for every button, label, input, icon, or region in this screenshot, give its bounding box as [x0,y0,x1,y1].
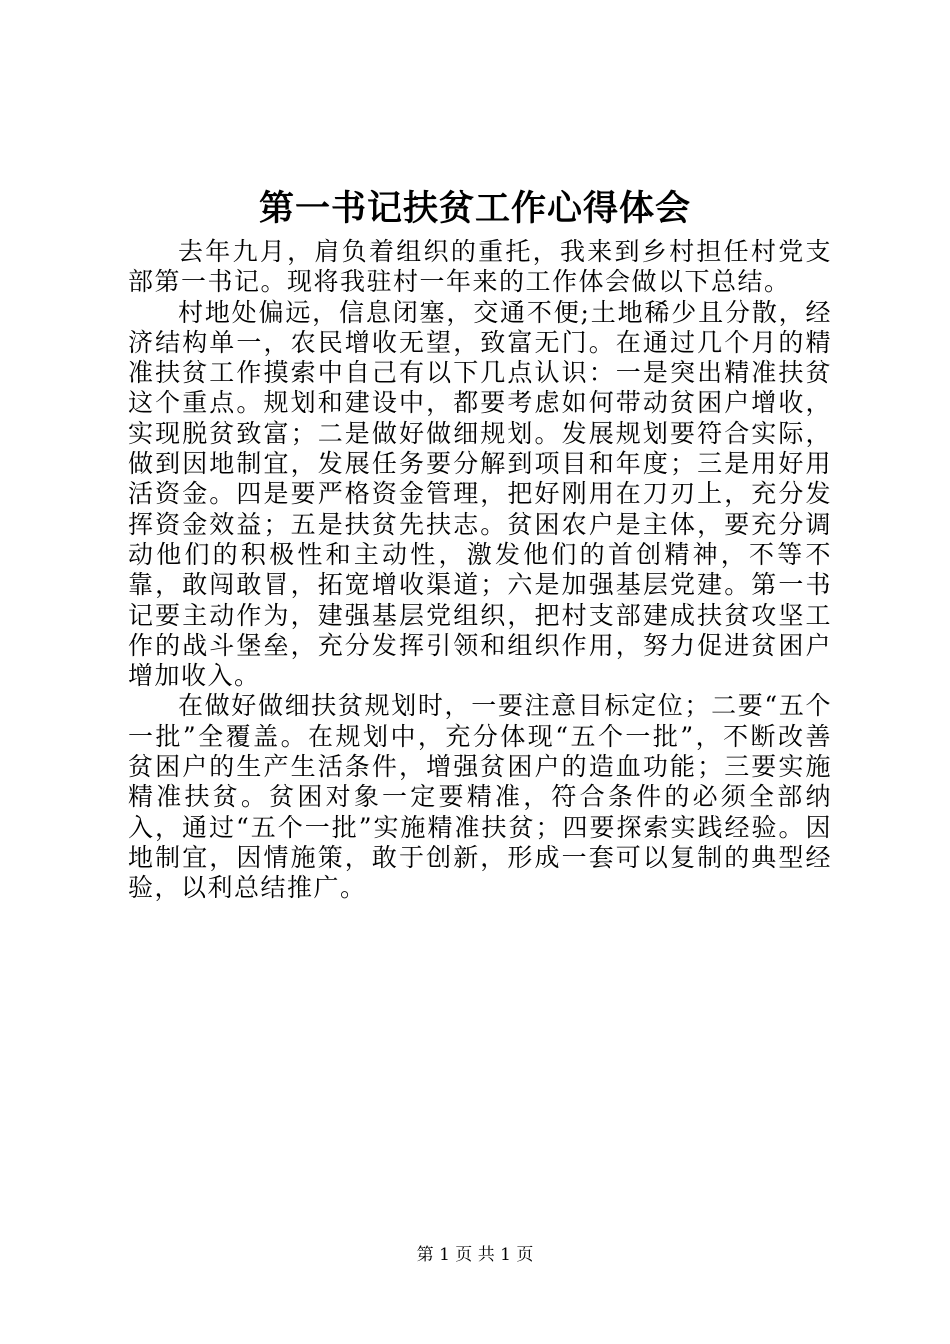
paragraph-3: 在做好做细扶贫规划时，一要注意目标定位；二要“五个一批”全覆盖。在规划中，充分体现“五个一批”，不断改善贫困户的生产生活条件，增强贫困户的造血功能；三要实施精准扶贫。贫困对象一定要精准，符合条件的必须全部纳入，通过“五个一批”实施精准扶贫；四要探索实践经验。因地制宜，因情施策，敢于创新，形成一套可以复制的典型经验，以利总结推广。 [128,691,832,903]
document-body [128,237,832,904]
paragraph-1: 去年九月，肩负着组织的重托，我来到乡村担任村党支部第一书记。现将我驻村一年来的工作体会做以下总结。 [128,237,832,297]
document-title: 第一书记扶贫工作心得体会 [258,188,691,229]
paragraph-2: 村地处偏远，信息闭塞，交通不便;土地稀少且分散，经济结构单一，农民增收无望，致富无门。在通过几个月的精准扶贫工作摸索中自己有以下几点认识：一是突出精准扶贫这个重点。规划和建设中，都要考虑如何带动贫困户增收，实现脱贫致富；二是做好做细规划。发展规划要符合实际，做到因地制宜，发展任务要分解到项目和年度；三是用好用活资金。四是要严格资金管理，把好刚用在刀刃上，充分发挥资金效益；五是扶贫先扶志。贫困农户是主体，要充分调动他们的积极性和主动性，激发他们的首创精神，不等不靠，敢闯敢冒，拓宽增收渠道；六是加强基层党建。第一书记要主动作为，建强基层党组织，把村支部建成扶贫攻坚工作的战斗堡垒，充分发挥引领和组织作用，努力促进贫困户增加收入。 [128,297,832,691]
page-number-footer: 第 1 页 共 1 页 [416,1245,534,1265]
